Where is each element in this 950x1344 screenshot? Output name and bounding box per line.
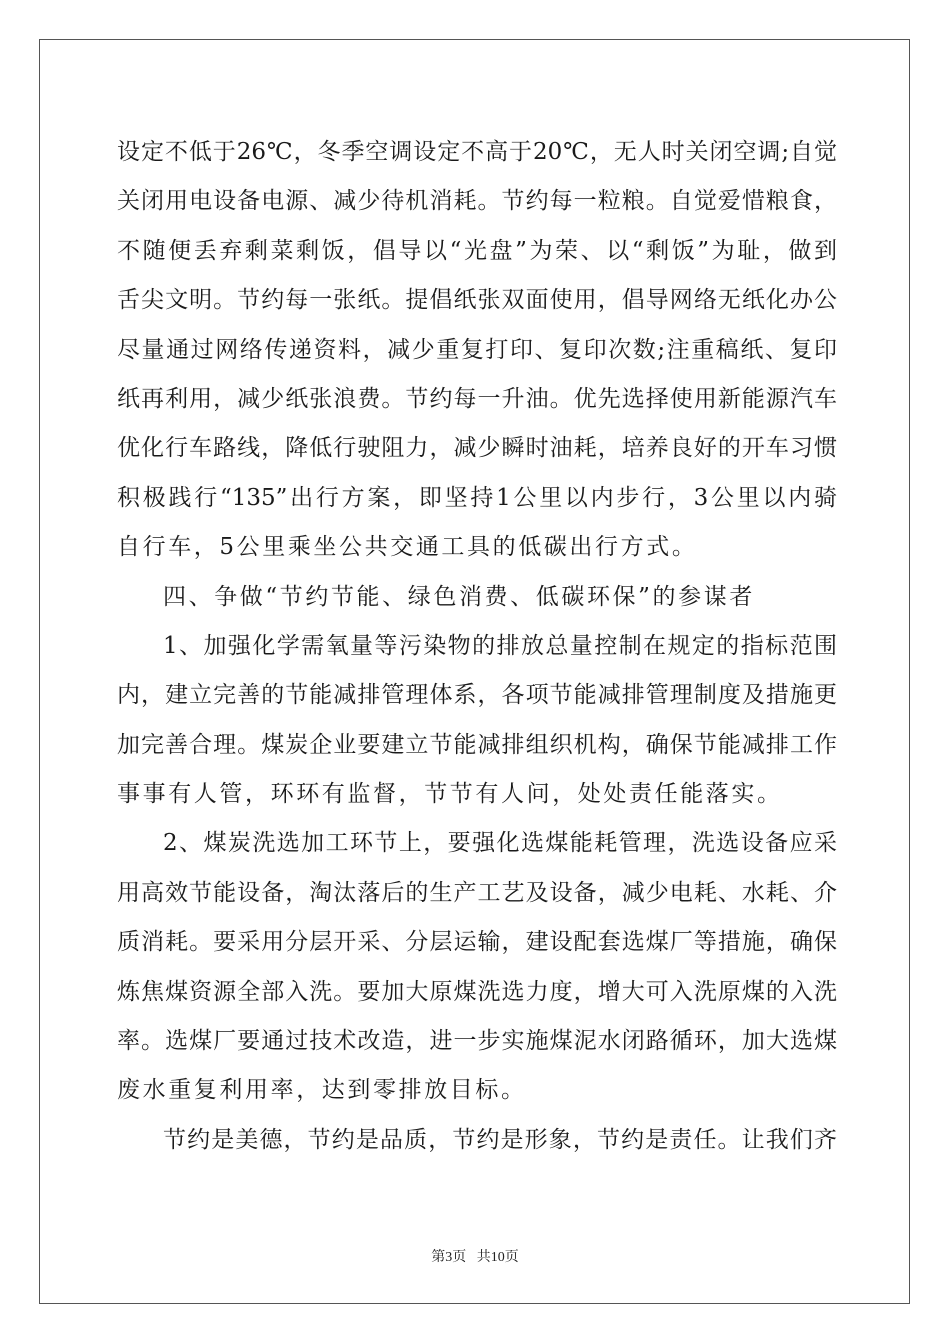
- text-line-21: 节约是美德，节约是品质，节约是形象，节约是责任。让我们齐: [163, 1126, 837, 1153]
- text-line-16: 用高效节能设备，淘汰落后的生产工艺及设备，减少电耗、水耗、介: [117, 879, 837, 906]
- text-line-6: 纸再利用，减少纸张浪费。节约每一升油。优先选择使用新能源汽车: [117, 385, 837, 412]
- text-line-5: 尽量通过网络传递资料，减少重复打印、复印次数;注重稿纸、复印: [117, 336, 837, 363]
- text-line-2: 关闭用电设备电源、减少待机消耗。节约每一粒粮。自觉爱惜粮食，: [117, 188, 837, 215]
- text-line-13: 加完善合理。煤炭企业要建立节能减排组织机构，确保节能减排工作: [117, 731, 837, 758]
- text-line-17: 质消耗。要采用分层开采、分层运输，建设配套选煤厂等措施，确保: [117, 929, 837, 956]
- text-line-20: 废水重复利用率，达到零排放目标。: [117, 1077, 527, 1104]
- text-line-3: 不随便丢弃剩菜剩饭，倡导以“光盘”为荣、以“剩饭”为耻，做到: [117, 237, 837, 264]
- text-line-1: 设定不低于26℃，冬季空调设定不高于20℃，无人时关闭空调;自觉: [117, 139, 837, 165]
- text-line-11: 1、加强化学需氧量等污染物的排放总量控制在规定的指标范围: [163, 632, 837, 659]
- text-line-12: 内，建立完善的节能减排管理体系，各项节能减排管理制度及措施更: [117, 682, 837, 709]
- document-body: [117, 128, 837, 1165]
- text-line-9: 自行车，5公里乘坐公共交通工具的低碳出行方式。: [117, 534, 698, 561]
- section-heading: 四、争做“节约节能、绿色消费、低碳环保”的参谋者: [163, 583, 755, 610]
- text-line-18: 炼焦煤资源全部入洗。要加大原煤洗选力度，增大可入洗原煤的入洗: [117, 978, 837, 1005]
- text-line-7: 优化行车路线，降低行驶阻力，减少瞬时油耗，培养良好的开车习惯: [117, 435, 837, 462]
- text-line-19: 率。选煤厂要通过技术改造，进一步实施煤泥水闭路循环，加大选煤: [117, 1028, 837, 1055]
- text-line-15: 2、煤炭洗选加工环节上，要强化选煤能耗管理，洗选设备应采: [163, 830, 837, 857]
- text-line-4: 舌尖文明。节约每一张纸。提倡纸张双面使用，倡导网络无纸化办公: [117, 287, 837, 314]
- text-line-8: 积极践行“135”出行方案，即坚持1公里以内步行，3公里以内骑: [117, 484, 837, 511]
- page-number-footer: 第3页 共10页: [431, 1250, 519, 1265]
- text-line-14: 事事有人管，环环有监督，节节有人问，处处责任能落实。: [117, 781, 783, 808]
